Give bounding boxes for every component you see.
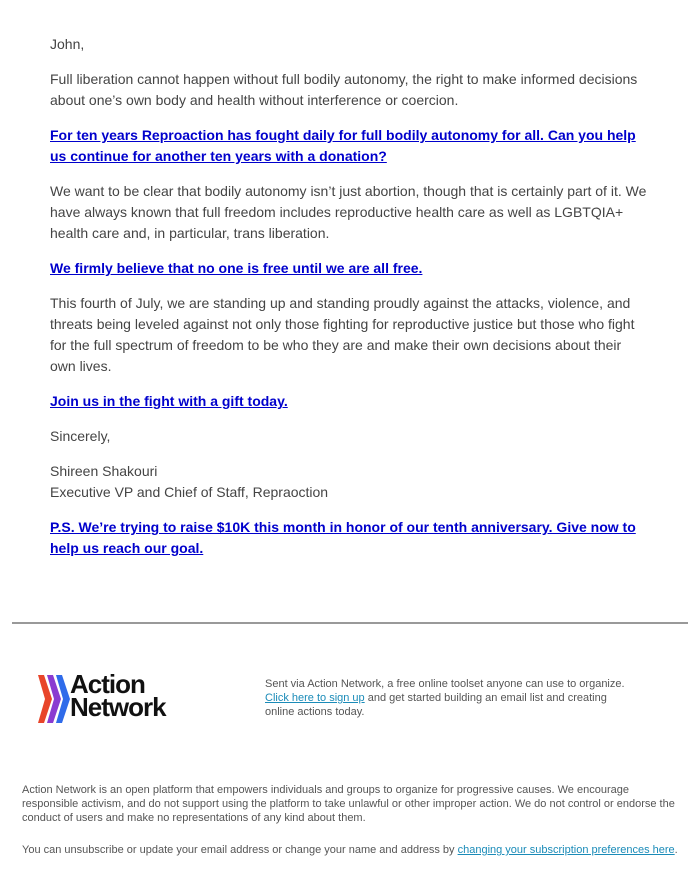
paragraph-autonomy: Full liberation cannot happen without full bodily autonomy, the right to make informed decisions about one’s own body and health without interference or coercion.	[50, 71, 638, 108]
email-body	[50, 34, 650, 573]
signature-block	[50, 461, 650, 503]
sent-via-notice	[265, 677, 635, 719]
paragraph-bodily-autonomy: We want to be clear that bodily autonomy isn’t just abortion, though that is certainly part of it. We have always known that full freedom includes reproductive health care as well as LGBTQIA+ health care and, in particular, trans liberation.	[50, 183, 647, 241]
logo-word-action: Action	[70, 669, 145, 699]
signer-title: Executive VP and Chief of Staff, Repraoction	[50, 484, 329, 500]
unsubscribe-text: You can unsubscribe or update your email address or change your name and address by	[22, 844, 455, 856]
donate-cta-paragraph	[50, 125, 650, 167]
platform-disclaimer: Action Network is an open platform that empowers individuals and groups to organize for progressive causes. We encourage responsible activism, and do not support using the platform to take unlawful or other improper action. We do not control or endorse the conduct of users and make no representations of any kind about them.	[22, 784, 675, 824]
logo-word-network: Network	[70, 692, 166, 722]
logo-wordmark	[70, 669, 166, 722]
gift-cta-paragraph	[50, 391, 650, 412]
donate-link-ps[interactable]: P.S. We’re trying to raise $10K this month in honor of our tenth anniversary. Give now to help us reach our goal.	[50, 519, 636, 556]
closing: Sincerely,	[50, 428, 111, 444]
donate-link-gift[interactable]: Join us in the fight with a gift today.	[50, 393, 288, 409]
footer-divider	[12, 622, 688, 624]
donate-link-free[interactable]: We firmly believe that no one is free until we are all free.	[50, 260, 423, 276]
action-network-logo[interactable]	[38, 669, 198, 725]
signup-link[interactable]: Click here to sign up	[265, 692, 365, 704]
unsubscribe-end: .	[674, 844, 678, 856]
unsubscribe-notice	[22, 843, 692, 857]
donate-link-ten-years[interactable]: For ten years Reproaction has fought daily for full bodily autonomy for all. Can you help us continue for another ten years with a donation?	[50, 127, 636, 164]
paragraph-fourth-of-july: This fourth of July, we are standing up and standing proudly against the attacks, violence, and threats being leveled against not only those fighting for reproductive justice but those who fight for the full spectrum of freedom to be who they are and make their own decisions about their own lives.	[50, 295, 635, 374]
greeting: John,	[50, 36, 85, 52]
sent-via-text-2: and get started building an email list and creating online actions today.	[265, 692, 607, 718]
action-network-logo-icon	[38, 675, 74, 723]
signer-name: Shireen Shakouri	[50, 463, 158, 479]
ps-cta-paragraph	[50, 517, 650, 559]
sent-via-text: Sent via Action Network, a free online toolset anyone can use to organize.	[265, 678, 625, 690]
free-cta-paragraph	[50, 258, 650, 279]
subscription-preferences-link[interactable]: changing your subscription preferences here	[457, 844, 675, 856]
